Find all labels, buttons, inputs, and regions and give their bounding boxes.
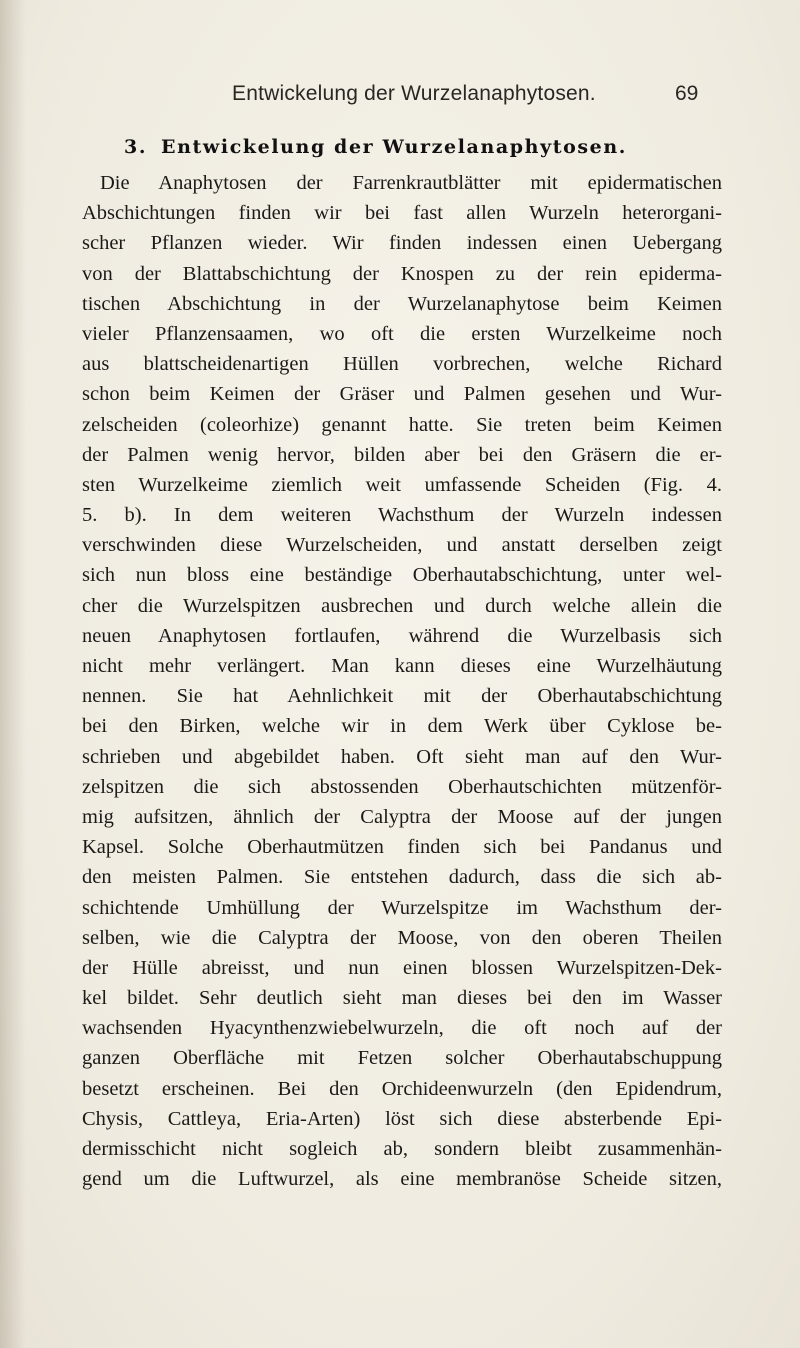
page-number: 69 [675, 82, 699, 105]
body-line: aus blattscheidenartigen Hüllen vorbrechen, welche Richard [82, 353, 722, 376]
body-line: von der Blattabschichtung der Knospen zu der rein epiderma- [82, 262, 722, 285]
body-line: selben, wie die Calyptra der Moose, von den oberen Theilen [82, 926, 722, 949]
section-number: 3. [124, 136, 148, 158]
body-line: schon beim Keimen der Gräser und Palmen gesehen und Wur- [82, 383, 722, 406]
running-head [0, 82, 800, 112]
body-line: der Palmen wenig hervor, bilden aber bei den Gräsern die er- [82, 443, 722, 466]
running-head-title: Entwickelung der Wurzelanaphytosen. [232, 82, 596, 105]
body-line: nicht mehr verlängert. Man kann dieses eine Wurzelhäutung [82, 655, 722, 677]
body-line: schrieben und abgebildet haben. Oft sieht man auf den Wur- [82, 745, 722, 768]
body-line: Die Anaphytosen der Farrenkrautblätter mit epidermatischen [100, 172, 722, 194]
body-line: der Hülle abreisst, und nun einen blossen Wurzelspitzen-Dek- [82, 956, 722, 979]
body-line: sten Wurzelkeime ziemlich weit umfassende Scheiden (Fig. 4. [82, 473, 722, 496]
body-line: vieler Pflanzensaamen, wo oft die ersten Wurzelkeime noch [82, 322, 722, 345]
body-line: scher Pflanzen wieder. Wir finden indessen einen Uebergang [82, 232, 722, 255]
section-heading [124, 136, 627, 158]
body-line: dermisschicht nicht sogleich ab, sondern bleibt zusammenhän- [82, 1138, 722, 1160]
body-line: tischen Abschichtung in der Wurzelanaphytose beim Keimen [82, 292, 722, 315]
body-line: bei den Birken, welche wir in dem Werk über Cyklose be- [82, 715, 722, 738]
body-line: sich nun bloss eine beständige Oberhautabschichtung, unter wel- [82, 564, 722, 587]
body-line: 5. b). In dem weiteren Wachsthum der Wurzeln indessen [82, 504, 722, 527]
body-line: neuen Anaphytosen fortlaufen, während die Wurzelbasis sich [82, 624, 722, 647]
body-line: besetzt erscheinen. Bei den Orchideenwurzeln (den Epidendrum, [82, 1077, 722, 1100]
body-line: schichtende Umhüllung der Wurzelspitze im Wachsthum der- [82, 896, 722, 919]
body-line: cher die Wurzelspitzen ausbrechen und durch welche allein die [82, 594, 722, 617]
body-line: mig aufsitzen, ähnlich der Calyptra der Moose auf der jungen [82, 805, 722, 828]
body-line: gend um die Luftwurzel, als eine membranöse Scheide sitzen, [82, 1168, 722, 1191]
body-line: zelspitzen die sich abstossenden Oberhautschichten mützenför- [82, 775, 722, 798]
body-line: zelscheiden (coleorhize) genannt hatte. Sie treten beim Keimen [82, 413, 722, 436]
body-line: wachsenden Hyacynthenzwiebelwurzeln, die oft noch auf der [82, 1017, 722, 1040]
body-line: Chysis, Cattleya, Eria-Arten) löst sich diese absterbende Epi- [82, 1107, 722, 1130]
body-line: nennen. Sie hat Aehnlichkeit mit der Oberhautabschichtung [82, 685, 722, 708]
body-line: Kapsel. Solche Oberhautmützen finden sich bei Pandanus und [82, 836, 722, 859]
body-line: kel bildet. Sehr deutlich sieht man dieses bei den im Wasser [82, 987, 722, 1010]
section-title: Entwickelung der Wurzelanaphytosen. [161, 136, 627, 158]
body-line: verschwinden diese Wurzelscheiden, und anstatt derselben zeigt [82, 534, 722, 557]
gutter-shadow [0, 0, 26, 1348]
body-line: den meisten Palmen. Sie entstehen dadurch, dass die sich ab- [82, 866, 722, 889]
body-line: Abschichtungen finden wir bei fast allen Wurzeln heterorgani- [82, 202, 722, 225]
body-text [82, 168, 722, 1194]
body-line: ganzen Oberfläche mit Fetzen solcher Oberhautabschuppung [82, 1047, 722, 1070]
